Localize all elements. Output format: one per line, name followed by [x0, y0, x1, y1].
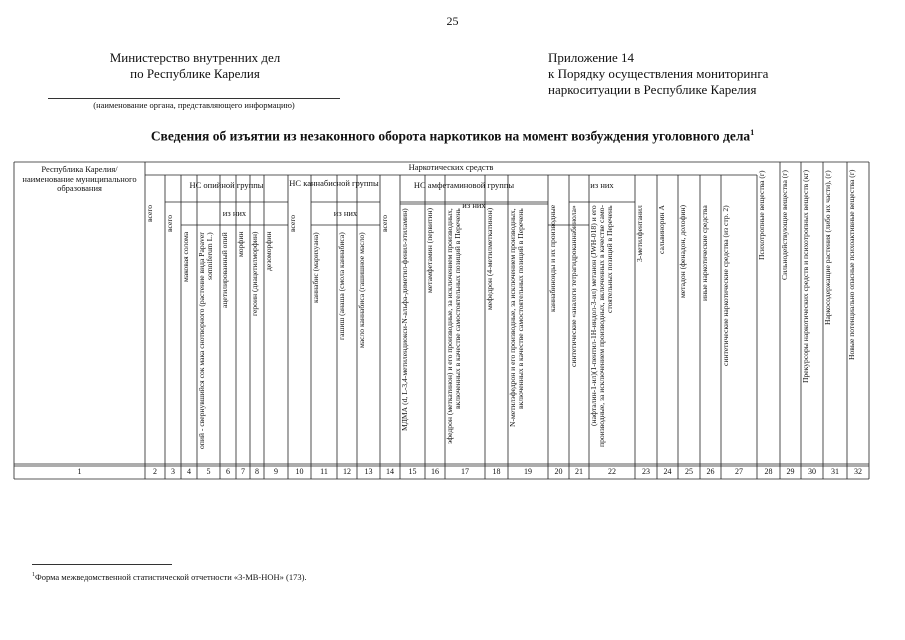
column-number-30: 30	[808, 467, 816, 476]
column-header-4: маковая солома	[181, 232, 190, 283]
column-header-24: сальвинорин А	[657, 205, 666, 254]
synthetic-of-which: из них	[590, 180, 614, 190]
column-number-6: 6	[226, 467, 230, 476]
cannabis-of-which: из них	[333, 208, 358, 218]
column-number-24: 24	[663, 467, 672, 476]
appendix-line-1: Приложение 14	[548, 50, 635, 65]
column-header-20: каннабиноиды и их производные	[548, 205, 557, 313]
column-number-7: 7	[241, 467, 245, 476]
column-header-29: Сильнодействующие вещества (г)	[780, 170, 789, 280]
title-footnote-mark: 1	[750, 128, 755, 137]
org-line-2: по Республике Карелия	[130, 66, 260, 81]
column-number-12: 12	[343, 467, 351, 476]
column-header-2: всего	[145, 205, 154, 223]
page-number: 25	[446, 14, 459, 28]
column-header-32: Новые потенциально опасные психоактивные вещества (г)	[847, 170, 856, 361]
column-header-10: всего	[288, 215, 297, 233]
footnote-text: Форма межведомственной статистической отчетности «3-МВ-НОН» (173).	[35, 572, 307, 582]
column-number-2: 2	[153, 467, 157, 476]
column-header-7: морфин	[236, 232, 245, 258]
column-number-27: 27	[735, 467, 743, 476]
column-number-13: 13	[364, 467, 373, 476]
title-text: Сведения об изъятии из незаконного оборота наркотиков на момент возбуждения уголовного дела	[150, 128, 751, 144]
column-number-18: 18	[492, 467, 501, 476]
column-number-20: 20	[554, 467, 563, 476]
column-number-1: 1	[77, 467, 82, 476]
region-header: Республика Карелия/ наименование муниципального образования	[22, 164, 137, 193]
column-header-15: МДМА (d, L-3,4-метилендиокси-N-альфа-диметил-фенил-этиламин)	[400, 208, 409, 431]
column-header-30: Прекурсоры наркотических средств и психотропных веществ (кг)	[801, 170, 810, 384]
footnote-mark: 1	[32, 572, 35, 579]
column-number-14: 14	[386, 467, 394, 476]
org-caption: (наименование органа, представляющего информацию)	[93, 100, 295, 110]
appendix-line-2: к Порядку осуществления мониторинга	[548, 66, 769, 81]
column-header-8: героин (диацетилморфин)	[250, 232, 259, 317]
column-number-8: 8	[255, 467, 259, 476]
column-number-19: 19	[524, 467, 532, 476]
column-number-5: 5	[206, 467, 211, 476]
appendix-line-3: наркоситуации в Республике Карелия	[548, 82, 757, 97]
column-number-32: 32	[854, 467, 862, 476]
column-number-10: 10	[295, 467, 304, 476]
column-header-21: синтетические «аналоги тетрагидроканнабинола»	[569, 205, 578, 367]
column-header-28: Психотропные вещества (г)	[757, 170, 766, 260]
cannabis-group-header: НС каннабисной группы	[289, 178, 379, 188]
column-header-27: синтетические наркотические средства (из стр. 2)	[721, 205, 730, 366]
column-number-29: 29	[786, 467, 795, 476]
org-line-1: Министерство внутренних дел	[109, 50, 281, 65]
column-header-11: каннабис (марихуана)	[311, 232, 320, 303]
column-number-31: 31	[831, 467, 839, 476]
column-header-18: мефедрон (4-метилметкатинон)	[485, 208, 494, 311]
column-header-5: опий - свернувшийся сок мака снотворного (растение вида Papaver somniferum L.)	[197, 232, 214, 449]
column-number-9: 9	[274, 467, 278, 476]
column-number-3: 3	[171, 467, 175, 476]
column-number-22: 22	[608, 467, 616, 476]
column-number-25: 25	[685, 467, 693, 476]
column-header-9: дезоморфин	[264, 232, 273, 272]
column-number-11: 11	[320, 467, 328, 476]
narcotics-header: Наркотических средств	[408, 162, 494, 172]
column-header-22: (нафталин-1-ил)(1-пентил-1Н-индол-3-ил) метанон (JWH-018) и его производные, за исключением производных, включенных в качестве само-стоятельных позиций в Перечень	[589, 205, 614, 447]
column-header-14: всего	[380, 215, 389, 233]
column-header-26: иные наркотические средства	[700, 205, 709, 301]
column-header-16: метамфетамин (первитин)	[425, 208, 434, 294]
column-header-25: метадон (фенадон, долофин)	[678, 205, 687, 299]
column-number-4: 4	[187, 467, 191, 476]
column-number-26: 26	[706, 467, 715, 476]
footnote	[32, 572, 307, 582]
column-number-21: 21	[575, 467, 583, 476]
opium-group-header: НС опийной группы	[189, 180, 264, 190]
amphetamine-group-header: НС амфетаминовой группы	[413, 180, 515, 190]
column-header-19: N-метилэфедрон и его производные, за исключением производных, включенных в качестве самостоятельных позиций в Перечень	[508, 208, 525, 427]
column-header-31: Наркосодержащие растения (либо их части), (г)	[823, 170, 832, 325]
column-header-17: эфедрон (меткатинон) и его производные, за исключением производных, включенных в качестве самостоятельных позиций в Перечень	[445, 208, 462, 444]
column-header-12: гашиш (анаша (смола каннабиса)	[337, 232, 346, 340]
column-header-3: всего	[165, 215, 174, 233]
column-header-6: ацетилированный опий	[220, 232, 229, 308]
column-number-28: 28	[764, 467, 773, 476]
footnote-separator	[32, 564, 172, 565]
column-number-23: 23	[642, 467, 650, 476]
amphetamine-of-which: из них	[462, 200, 486, 210]
column-number-17: 17	[461, 467, 469, 476]
opium-of-which: из них	[222, 208, 247, 218]
column-header-13: масло каннабиса (гашишное масло)	[357, 232, 366, 348]
column-number-16: 16	[431, 467, 439, 476]
column-number-15: 15	[408, 467, 417, 476]
column-header-23: 3-метилфентанил	[635, 205, 644, 262]
